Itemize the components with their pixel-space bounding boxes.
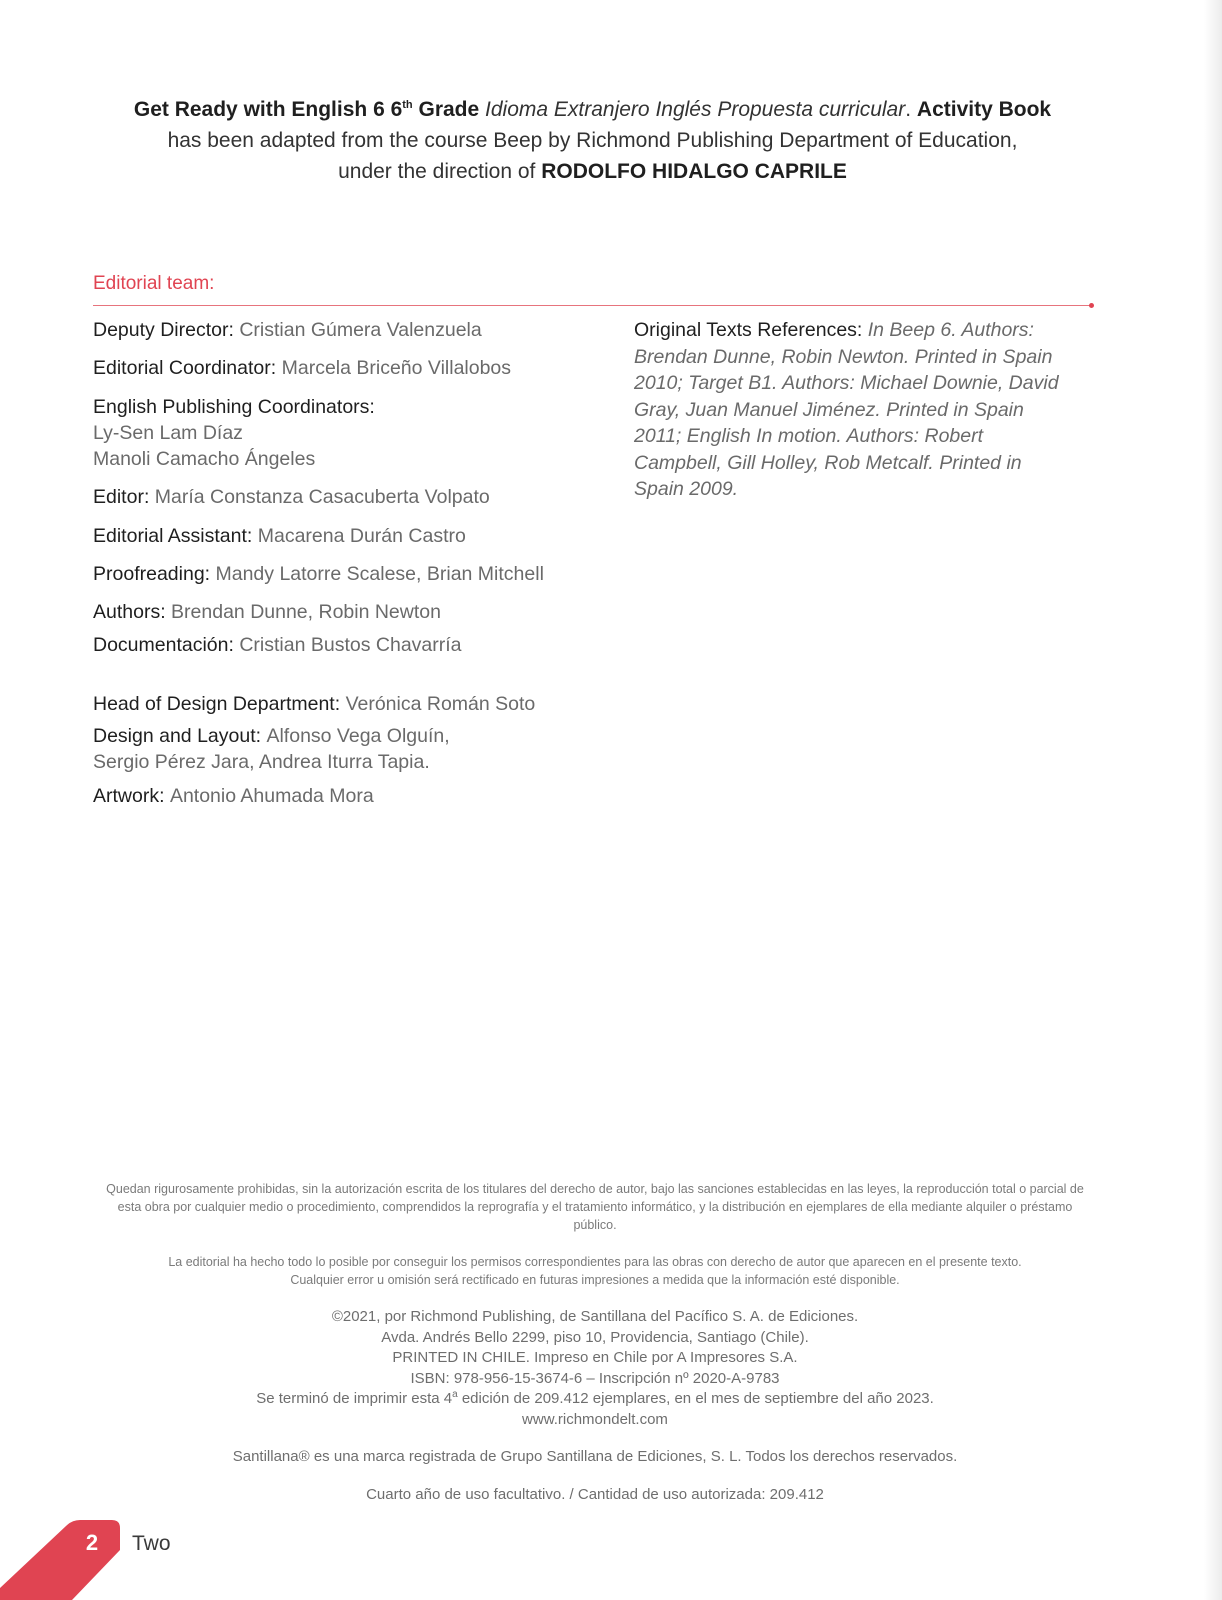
address-line: Avda. Andrés Bello 2299, piso 10, Providencia, Santiago (Chile).: [381, 1328, 809, 1346]
intro-statement: [90, 94, 1095, 187]
printed-line: PRINTED IN CHILE. Impreso en Chile por A Impresores S.A.: [392, 1349, 798, 1366]
credit-publishing-coordinators: English Publishing Coordinators: Ly-Sen Lam Díaz Manoli Camacho Ángeles: [93, 396, 375, 470]
intro-line-2: has been adapted from the course Beep by Richmond Publishing Department of Education,: [167, 129, 1018, 152]
curriculum-title: Idioma Extranjero Inglés Propuesta curricular: [485, 98, 906, 121]
credit-editor: Editor: María Constanza Casacuberta Volpato: [93, 486, 490, 508]
usage-line: Cuarto año de uso facultativo. / Cantidad de uso autorizada: 209.412: [366, 1486, 824, 1503]
intro-line-1: Get Ready with English 6 6th Grade Idioma Extranjero Inglés Propuesta curricular. Activity Book: [133, 98, 1052, 121]
credit-head-of-design: Head of Design Department: Verónica Román Soto: [93, 693, 536, 715]
credit-design-layout: Design and Layout: Alfonso Vega Olguín, Sergio Pérez Jara, Andrea Iturra Tapia.: [93, 725, 450, 773]
editorial-team-heading: Editorial team:: [93, 273, 215, 294]
page-word: Two: [132, 1532, 171, 1555]
credit-proofreading: Proofreading: Mandy Latorre Scalese, Brian Mitchell: [93, 563, 544, 585]
page-edge-shadow: [1204, 0, 1222, 1600]
intro-line-3: under the direction of RODOLFO HIDALGO CAPRILE: [338, 160, 847, 183]
website-line: www.richmondelt.com: [522, 1410, 668, 1428]
isbn-line: ISBN: 978-956-15-3674-6 – Inscripción nº 2020-A-9783: [410, 1369, 780, 1387]
credit-deputy-director: Deputy Director: Cristian Gúmera Valenzuela: [93, 319, 482, 341]
rule-end-dot: [1089, 303, 1094, 308]
credit-artwork: Artwork: Antonio Ahumada Mora: [93, 785, 374, 807]
book-title: Get Ready with English 6 6th Grade: [133, 98, 480, 121]
credit-authors: Authors: Brendan Dunne, Robin Newton: [93, 601, 441, 623]
page-number: 2: [85, 1530, 99, 1555]
credit-editorial-assistant: Editorial Assistant: Macarena Durán Castro: [93, 525, 466, 547]
credit-documentacion: Documentación: Cristian Bustos Chavarría: [93, 634, 462, 656]
heading-rule: [93, 305, 1092, 306]
credit-editorial-coordinator: Editorial Coordinator: Marcela Briceño Villalobos: [93, 357, 512, 379]
copyright-line: ©2021, por Richmond Publishing, de Santillana del Pacífico S. A. de Ediciones.: [331, 1308, 859, 1325]
director-name: RODOLFO HIDALGO CAPRILE: [541, 160, 847, 183]
book-type: Activity Book: [916, 98, 1052, 121]
edition-line: Se terminó de imprimir esta 4$^a$ edición de 209.412 ejemplares, en el mes de septiembre del año 2023.: [256, 1389, 934, 1407]
trademark-line: Santillana® es una marca registrada de Grupo Santillana de Ediciones, S. L. Todos los derechos reservados.: [232, 1448, 958, 1465]
legal-permissions: La editorial ha hecho todo lo posible por conseguir los permisos correspondientes para las obras con derecho de autor que aparecen en el presente texto. Cualquier error u omisión será rectificado en futuras impresiones a medida que la información esté disponible.: [168, 1255, 1022, 1287]
original-texts-references: Original Texts References: In Beep 6. Authors: Brendan Dunne, Robin Newton. Printed in Spain 2010; Target B1. Authors: Michael Downie, David Gray, Juan Manuel Jiménez. Printed in Spain 2011; English In motion. Authors: Robert Campbell, Gill Holley, Rob Metcalf. Printed in Spain 2009.: [634, 319, 1059, 500]
imprint-block: [95, 1307, 1095, 1430]
legal-prohibition: Quedan rigurosamente prohibidas, sin la autorización escrita de los titulares del derecho de autor, bajo las sanciones establecidas en las leyes, la reproducción total o parcial de esta obra por cualquier medio o procedimiento, comprendidos la reprografía y el tratamiento informático, y la distribución en ejemplares de ella mediante alquiler o préstamo público.: [106, 1182, 1084, 1232]
